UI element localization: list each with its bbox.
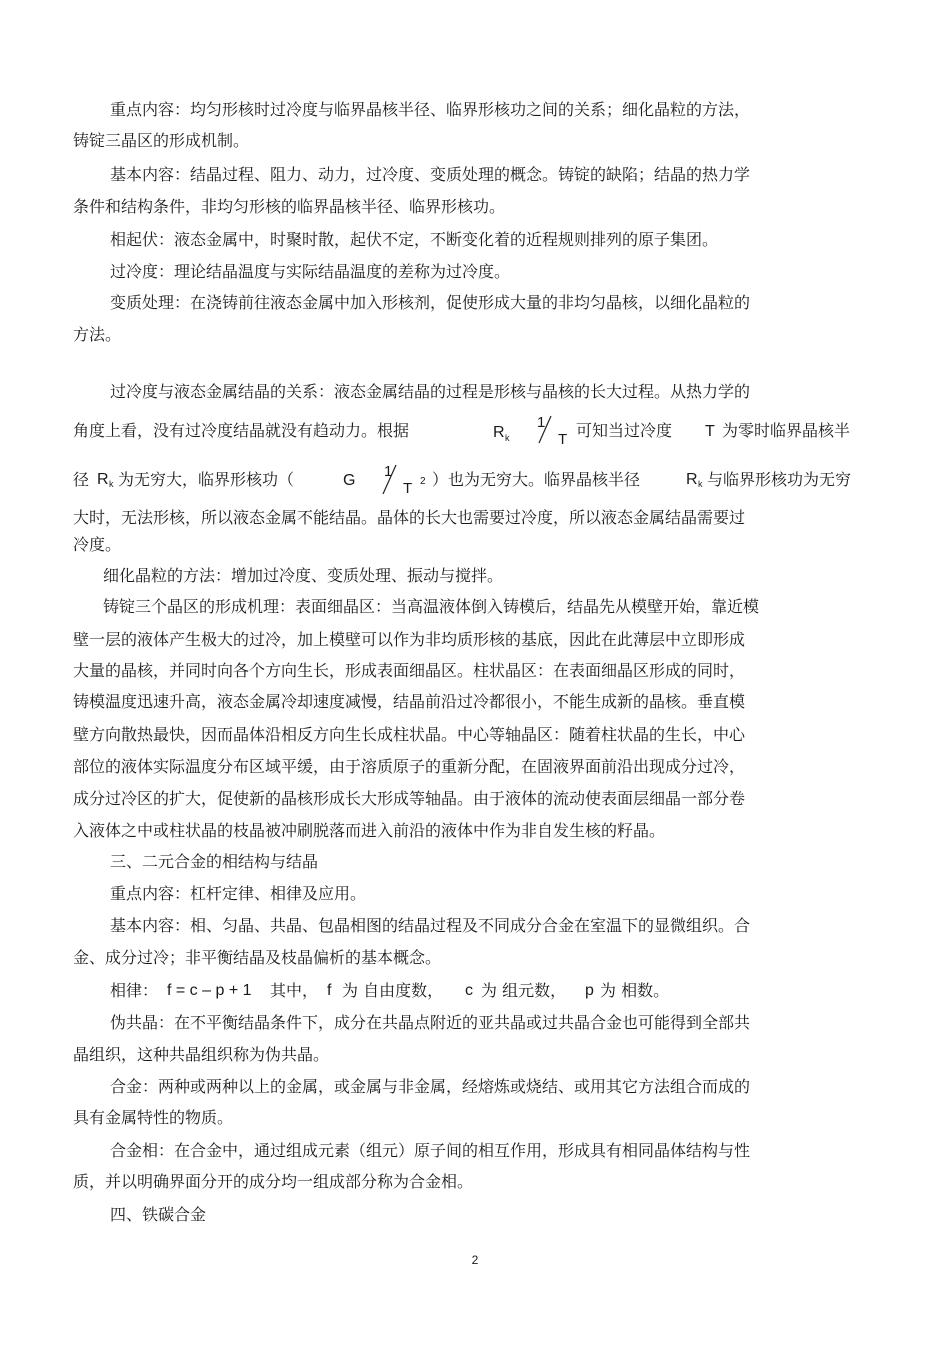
section-heading: 四、铁碳合金 bbox=[110, 1205, 207, 1224]
paragraph-line: 合金相：在合金中，通过组成元素（组元）原子间的相互作用，形成具有相同晶体结构与性 bbox=[110, 1141, 751, 1160]
paragraph-line: 与临界形核功为无穷 bbox=[707, 470, 852, 489]
paragraph-line: 条件和结构条件，非均匀形核的临界晶核半径、临界形核功。 bbox=[73, 197, 506, 216]
paragraph-line: 金、成分过冷；非平衡结晶及枝晶偏析的基本概念。 bbox=[73, 948, 442, 967]
paragraph-line: 铸模温度迅速升高，液态金属冷却速度减慢，结晶前沿过冷都很小，不能生成新的晶核。垂直模 bbox=[73, 692, 746, 711]
paragraph-line: 大时，无法形核，所以液态金属不能结晶。晶体的长大也需要过冷度，所以液态金属结晶需要过 bbox=[73, 508, 746, 527]
fraction-slash-icon bbox=[380, 462, 400, 496]
paragraph-line: 方法。 bbox=[73, 325, 122, 344]
paragraph-line: 径 bbox=[73, 470, 90, 489]
paragraph-line: 铸锭三晶区的形成机制。 bbox=[73, 131, 250, 150]
formula-denominator: T bbox=[403, 480, 413, 497]
formula-delta-t: T bbox=[705, 423, 715, 440]
formula-subscript-k: k bbox=[698, 479, 703, 489]
formula-subscript-k: k bbox=[505, 433, 510, 443]
paragraph-line: 重点内容：均匀形核时过冷度与临界晶核半径、临界形核功之间的关系；细化晶粒的方法， bbox=[110, 100, 751, 119]
formula-r: R bbox=[493, 424, 505, 441]
paragraph-line: 基本内容：相、匀晶、共晶、包晶相图的结晶过程及不同成分合金在室温下的显微组织。合 bbox=[110, 916, 751, 935]
variable-p: p bbox=[585, 982, 594, 999]
variable-f: f bbox=[327, 982, 332, 999]
paragraph-line: 基本内容：结晶过程、阻力、动力，过冷度、变质处理的概念。铸锭的缺陷；结晶的热力学 bbox=[110, 165, 751, 184]
paragraph-line: ）也为无穷大。临界晶核半径 bbox=[432, 470, 641, 489]
fraction-slash-icon bbox=[536, 413, 554, 445]
paragraph-line: 入液体之中或柱状晶的枝晶被冲刷脱落而进入前沿的液体中作为非自发生核的籽晶。 bbox=[73, 821, 666, 840]
paragraph-line: 铸锭三个晶区的形成机理：表面细晶区：当高温液体倒入铸模后，结晶先从模壁开始，靠近模 bbox=[103, 597, 760, 616]
paragraph-line: 成分过冷区的扩大，促使新的晶核形成长大形成等轴晶。由于液体的流动使表面层细晶一部分卷 bbox=[73, 789, 746, 808]
formula-denominator: T bbox=[558, 431, 568, 448]
paragraph-line: 壁方向散热最快，因而晶体沿相反方向生长成柱状晶。中心等轴晶区：随着柱状晶的生长，中心 bbox=[73, 725, 746, 744]
paragraph-line: 壁一层的液体产生极大的过冷，加上模壁可以作为非均质形核的基底，因此在此薄层中立即形成 bbox=[73, 630, 746, 649]
formula-numerator: 1 bbox=[537, 414, 546, 431]
paragraph-line: 伪共晶：在不平衡结晶条件下，成分在共晶点附近的亚共晶或过共晶合金也可能得到全部共 bbox=[110, 1013, 751, 1032]
paragraph-line: 过冷度：理论结晶温度与实际结晶温度的差称为过冷度。 bbox=[110, 262, 511, 281]
formula-numerator: 1 bbox=[384, 463, 393, 480]
formula-r: R bbox=[97, 471, 109, 488]
paragraph-line: 为零时临界晶核半 bbox=[722, 421, 851, 440]
page-number: 2 bbox=[471, 1253, 479, 1267]
formula-subscript-k: k bbox=[109, 479, 114, 489]
phase-rule-formula: f = c – p + 1 bbox=[167, 982, 252, 999]
paragraph-line: 其中， bbox=[270, 981, 319, 1000]
variable-c: c bbox=[465, 982, 473, 999]
paragraph-line: 相律： bbox=[110, 981, 159, 1000]
paragraph-line: 质，并以明确界面分开的成分均一组成部分称为合金相。 bbox=[73, 1172, 474, 1191]
paragraph-line: 具有金属特性的物质。 bbox=[73, 1108, 234, 1127]
paragraph-line: 角度上看，没有过冷度结晶就没有趋动力。根据 bbox=[73, 421, 410, 440]
paragraph-line: 部位的液体实际温度分布区域平缓，由于溶质原子的重新分配，在固液界面前沿出现成分过冷， bbox=[73, 757, 746, 776]
paragraph-line: 为 自由度数， bbox=[342, 981, 444, 1000]
paragraph-line: 大量的晶核，并同时向各个方向生长，形成表面细晶区。柱状晶区：在表面细晶区形成的同时， bbox=[73, 661, 746, 680]
paragraph-line: 为 相数。 bbox=[600, 981, 670, 1000]
formula-r: R bbox=[686, 471, 698, 488]
paragraph-line: 过冷度与液态金属结晶的关系：液态金属结晶的过程是形核与晶核的长大过程。从热力学的 bbox=[110, 382, 751, 401]
paragraph-line: 可知当过冷度 bbox=[576, 421, 673, 440]
paragraph-line: 变质处理：在浇铸前往液态金属中加入形核剂，促使形成大量的非均匀晶核，以细化晶粒的 bbox=[110, 293, 751, 312]
paragraph-line: 细化晶粒的方法：增加过冷度、变质处理、振动与搅拌。 bbox=[103, 566, 504, 585]
paragraph-line: 合金：两种或两种以上的金属，或金属与非金属，经熔炼或烧结、或用其它方法组合而成的 bbox=[110, 1077, 751, 1096]
paragraph-line: 为无穷大，临界形核功（ bbox=[118, 470, 295, 489]
paragraph-line: 为 组元数， bbox=[481, 981, 567, 1000]
formula-g: G bbox=[343, 472, 356, 489]
paragraph-line: 重点内容：杠杆定律、相律及应用。 bbox=[110, 884, 367, 903]
formula-exponent: 2 bbox=[420, 476, 426, 487]
paragraph-line: 相起伏：液态金属中，时聚时散，起伏不定，不断变化着的近程规则排列的原子集团。 bbox=[110, 230, 719, 249]
paragraph-line: 冷度。 bbox=[73, 535, 122, 554]
paragraph-line: 晶组织，这种共晶组织称为伪共晶。 bbox=[73, 1045, 330, 1064]
section-heading: 三、二元合金的相结构与结晶 bbox=[110, 852, 319, 871]
